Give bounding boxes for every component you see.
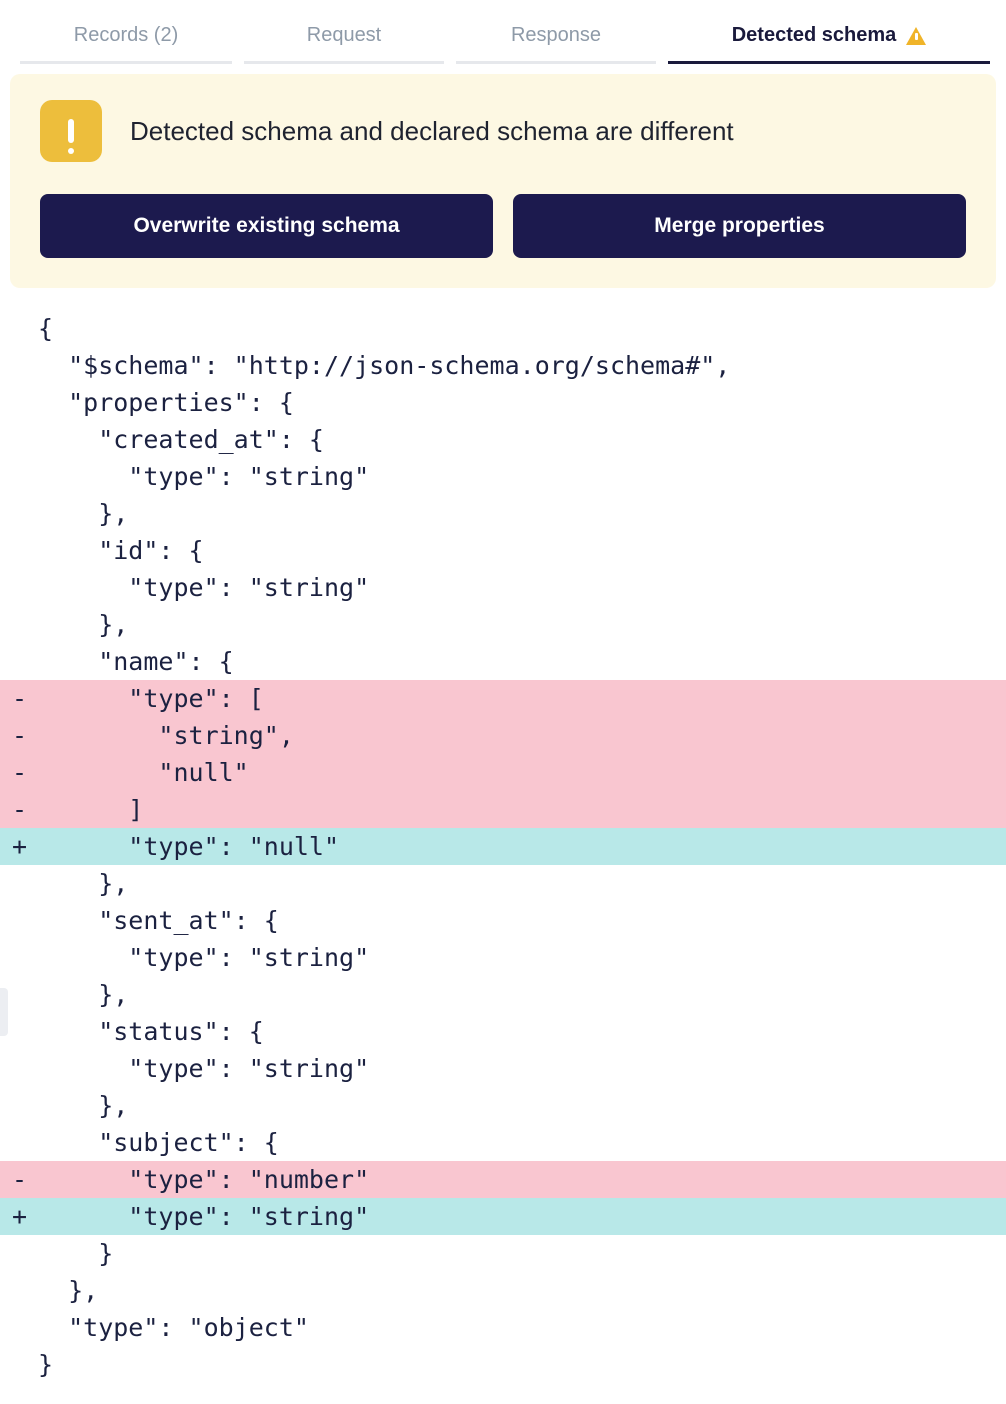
- alert-header: [40, 100, 966, 162]
- diff-line: [0, 1309, 1006, 1346]
- diff-line: [0, 1050, 1006, 1087]
- diff-line: [0, 347, 1006, 384]
- diff-line-text: "type": [: [38, 684, 264, 713]
- diff-line-text: "type": "number": [38, 1165, 370, 1194]
- diff-line: [0, 1124, 1006, 1161]
- diff-line-marker: -: [12, 684, 28, 713]
- diff-line-text: {: [38, 314, 54, 343]
- diff-line-text: "type": "null": [38, 832, 340, 861]
- merge-properties-button[interactable]: Merge properties: [513, 194, 966, 258]
- diff-line-text: }: [38, 1239, 114, 1268]
- diff-line-text: "subject": {: [38, 1128, 279, 1157]
- diff-line: [0, 458, 1006, 495]
- alert-message: Detected schema and declared schema are different: [130, 115, 734, 146]
- tab-request-label: Request: [306, 24, 382, 46]
- diff-line: [0, 1272, 1006, 1309]
- diff-line: [0, 606, 1006, 643]
- tab-records-label: Records (2): [73, 24, 179, 46]
- diff-line: [0, 791, 1006, 828]
- diff-line-marker: -: [12, 758, 28, 787]
- diff-line: [0, 1161, 1006, 1198]
- diff-line-marker: -: [12, 721, 28, 750]
- overwrite-existing-schema-button[interactable]: Overwrite existing schema: [40, 194, 493, 258]
- diff-line: [0, 421, 1006, 458]
- diff-line: [0, 1087, 1006, 1124]
- diff-line-text: "sent_at": {: [38, 906, 279, 935]
- diff-line-text: "string",: [38, 721, 294, 750]
- diff-line: [0, 680, 1006, 717]
- diff-line-text: "type": "string": [38, 462, 370, 491]
- diff-line-text: "created_at": {: [38, 425, 324, 454]
- diff-line: [0, 902, 1006, 939]
- tab-bar: [0, 0, 1006, 64]
- diff-line-text: "name": {: [38, 647, 234, 676]
- diff-line: [0, 310, 1006, 347]
- diff-line-text: "null": [38, 758, 249, 787]
- scrollbar-handle[interactable]: [0, 988, 8, 1036]
- diff-line: [0, 1346, 1006, 1383]
- diff-line-text: },: [38, 980, 129, 1009]
- exclamation-icon: [40, 100, 102, 162]
- tab-records[interactable]: [20, 24, 232, 64]
- diff-line: [0, 532, 1006, 569]
- diff-line-text: },: [38, 1276, 99, 1305]
- diff-line: [0, 643, 1006, 680]
- tab-response-label: Response: [510, 24, 602, 46]
- diff-line-text: "status": {: [38, 1017, 264, 1046]
- diff-line: [0, 495, 1006, 532]
- diff-line-text: "type": "string": [38, 1202, 370, 1231]
- diff-line-text: }: [38, 1350, 54, 1379]
- diff-line: [0, 717, 1006, 754]
- diff-line-marker: -: [12, 1165, 28, 1194]
- tab-detected-schema-label: Detected schema: [731, 24, 897, 46]
- diff-line-text: "type": "string": [38, 573, 370, 602]
- diff-line-text: "type": "object": [38, 1313, 309, 1342]
- alert-actions: [40, 194, 966, 258]
- diff-line: [0, 1235, 1006, 1272]
- schema-mismatch-alert: [10, 74, 996, 288]
- diff-line-text: },: [38, 869, 129, 898]
- diff-line: [0, 865, 1006, 902]
- diff-line-text: ]: [38, 795, 144, 824]
- diff-line: [0, 384, 1006, 421]
- diff-line-text: "$schema": "http://json-schema.org/schema#",: [38, 351, 731, 380]
- tab-response[interactable]: [456, 24, 656, 64]
- diff-line: [0, 828, 1006, 865]
- diff-line-text: "id": {: [38, 536, 204, 565]
- tab-detected-schema[interactable]: [668, 24, 990, 64]
- diff-line-marker: +: [12, 1202, 28, 1231]
- diff-line: [0, 1013, 1006, 1050]
- diff-line-text: },: [38, 499, 129, 528]
- tab-request[interactable]: [244, 24, 444, 64]
- diff-line-text: },: [38, 610, 129, 639]
- diff-line-text: "type": "string": [38, 943, 370, 972]
- diff-line: [0, 754, 1006, 791]
- diff-line: [0, 1198, 1006, 1235]
- diff-line-marker: -: [12, 795, 28, 824]
- warning-triangle-icon: [906, 27, 926, 45]
- diff-line: [0, 569, 1006, 606]
- diff-line-text: },: [38, 1091, 129, 1120]
- diff-line-text: "type": "string": [38, 1054, 370, 1083]
- diff-line-text: "properties": {: [38, 388, 294, 417]
- diff-line: [0, 939, 1006, 976]
- diff-line: [0, 976, 1006, 1013]
- schema-diff-view: [0, 310, 1006, 1383]
- diff-line-marker: +: [12, 832, 28, 861]
